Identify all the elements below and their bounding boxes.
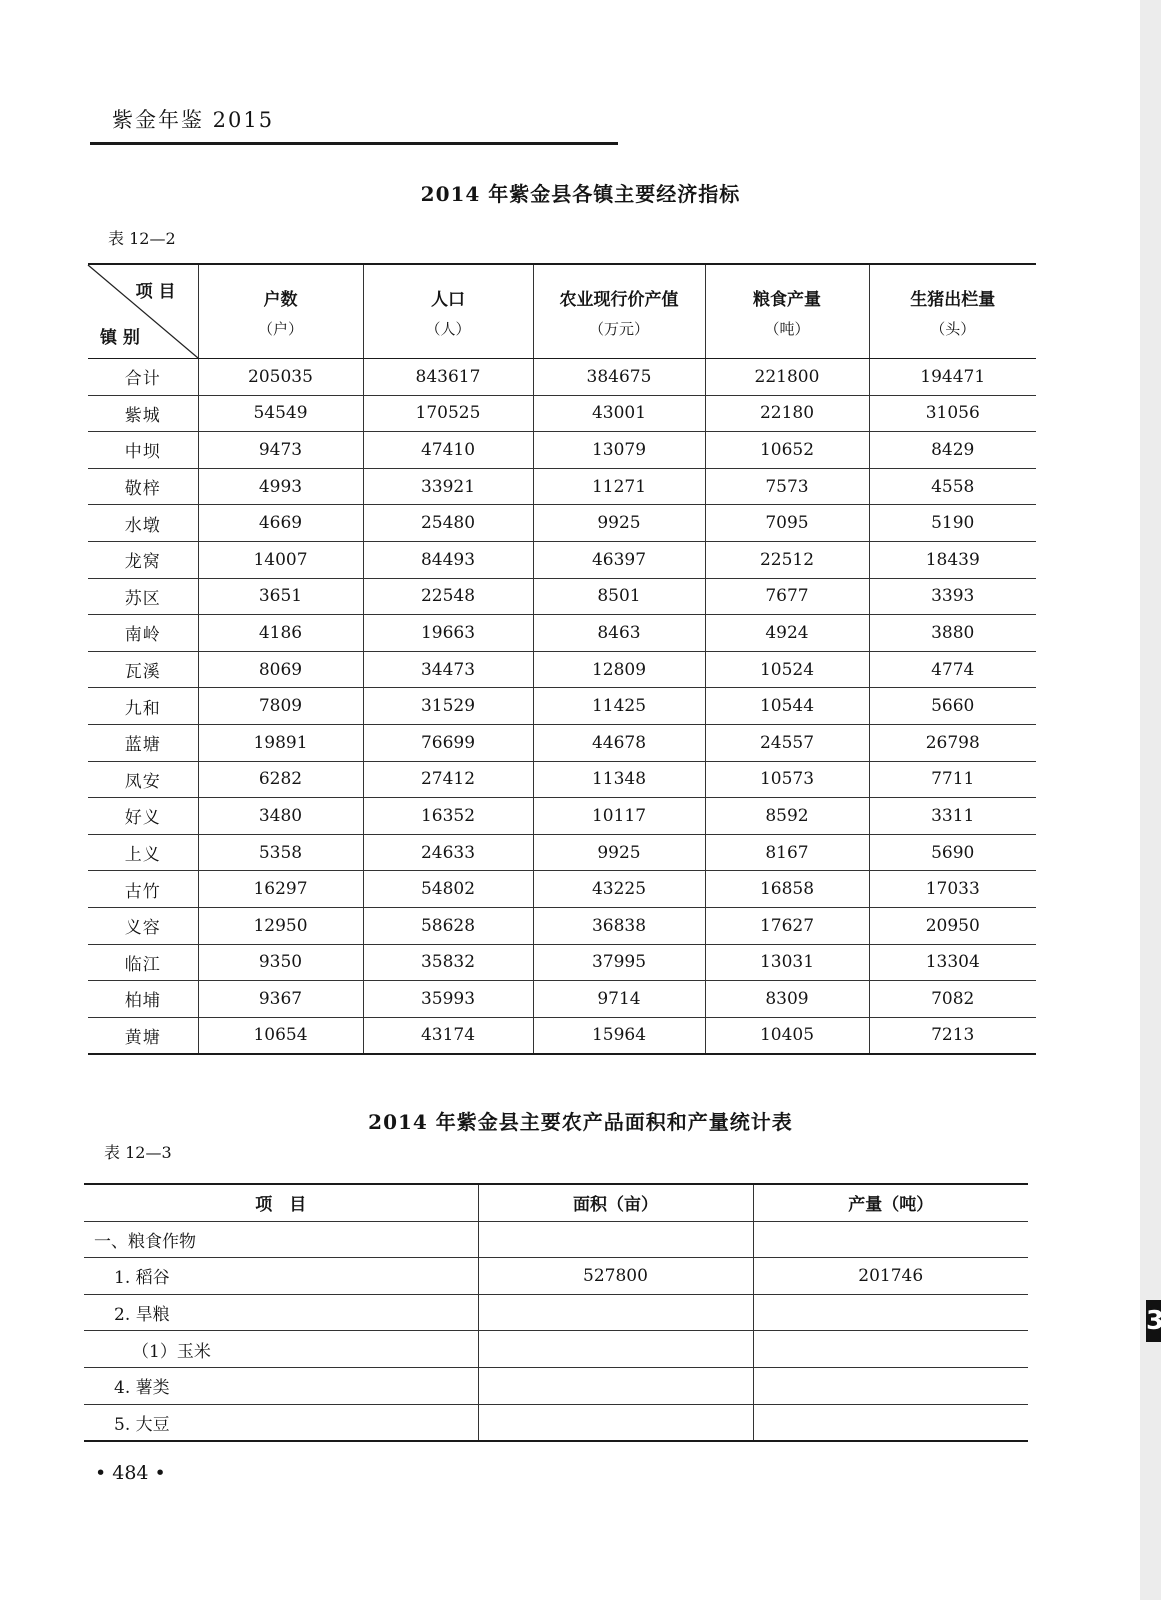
cell-pigs: 7213 — [931, 1025, 975, 1046]
cell-agri-value: 9714 — [533, 981, 705, 1018]
cell-town: 临江 — [88, 944, 198, 981]
table-row — [88, 688, 1036, 725]
table1-header-row — [88, 264, 1036, 359]
table-row — [88, 724, 1036, 761]
cell-agri-value: 11425 — [533, 688, 705, 725]
cell-households: 3480 — [198, 798, 363, 835]
cell-pigs: 18439 — [869, 541, 1036, 578]
cell-pigs: 8429 — [869, 432, 1036, 469]
table-row — [88, 541, 1036, 578]
table-row — [84, 1367, 1028, 1404]
cell-output — [753, 1221, 1028, 1258]
cell-pigs: 5660 — [869, 688, 1036, 725]
cell-pigs: 3880 — [869, 615, 1036, 652]
table2-header-row — [84, 1184, 1028, 1221]
cell-population: 35993 — [363, 981, 533, 1018]
running-title: 紫金年鉴 2015 — [112, 108, 275, 132]
cell-population: 84493 — [363, 541, 533, 578]
cell-pigs: 4558 — [869, 468, 1036, 505]
cell-households: 3651 — [198, 578, 363, 615]
cell-item: 1. 稻谷 — [84, 1258, 478, 1295]
col-header-grain: 粮食产量 （吨） — [705, 264, 869, 359]
table-row — [84, 1331, 1028, 1368]
cell-area — [478, 1367, 753, 1404]
page-number: • 484 • — [95, 1462, 166, 1484]
cell-population: 54802 — [363, 871, 533, 908]
table-row — [88, 432, 1036, 469]
cell-population: 27412 — [363, 761, 533, 798]
table-row — [88, 761, 1036, 798]
cell-pigs: 3311 — [869, 798, 1036, 835]
diag-item-label: 项 目 — [135, 282, 176, 302]
cell-grain: 13031 — [705, 944, 869, 981]
table-row — [88, 798, 1036, 835]
cell-households: 12950 — [198, 907, 363, 944]
cell-households: 9367 — [198, 981, 363, 1018]
table-row — [88, 578, 1036, 615]
cell-agri-value: 46397 — [533, 541, 705, 578]
table-row — [88, 505, 1036, 542]
cell-agri-value: 11348 — [533, 761, 705, 798]
cell-pigs: 20950 — [869, 907, 1036, 944]
cell-households: 6282 — [198, 761, 363, 798]
cell-area — [478, 1294, 753, 1331]
table1-title: 2014 年紫金县各镇主要经济指标 — [420, 182, 741, 206]
cell-agri-value: 8501 — [533, 578, 705, 615]
table-row — [88, 359, 1036, 396]
cell-population: 76699 — [363, 724, 533, 761]
cell-agri-value: 10117 — [533, 798, 705, 835]
page-edge-strip — [1140, 0, 1161, 1600]
cell-households: 7809 — [198, 688, 363, 725]
cell-grain: 10544 — [705, 688, 869, 725]
table-row — [88, 944, 1036, 981]
cell-area — [478, 1221, 753, 1258]
table-row — [84, 1294, 1028, 1331]
table-row — [88, 651, 1036, 688]
cell-town: 中坝 — [88, 432, 198, 469]
cell-town: 九和 — [88, 688, 198, 725]
cell-pigs: 31056 — [869, 395, 1036, 432]
cell-grain: 17627 — [705, 907, 869, 944]
cell-agri-value: 11271 — [533, 468, 705, 505]
table2-number: 表 12—3 — [104, 1143, 172, 1162]
col-header-population: 人口 （人） — [363, 264, 533, 359]
col-header-households: 户数 （户） — [198, 264, 363, 359]
cell-grain: 10652 — [705, 432, 869, 469]
cell-town: 古竹 — [88, 871, 198, 908]
cell-output: 201746 — [753, 1258, 1028, 1295]
cell-population: 43174 — [363, 1017, 533, 1054]
col-header-pigs: 生猪出栏量 （头） — [869, 264, 1036, 359]
cell-town: 柏埔 — [88, 981, 198, 1018]
cell-town: 黄塘 — [88, 1017, 198, 1054]
cell-agri-value: 37995 — [533, 944, 705, 981]
cell-households: 54549 — [198, 395, 363, 432]
cell-households: 9473 — [198, 432, 363, 469]
cell-pigs: 4774 — [869, 651, 1036, 688]
cell-grain: 10405 — [705, 1017, 869, 1054]
crop-area-output-table — [84, 1183, 1028, 1442]
cell-households: 8069 — [198, 651, 363, 688]
cell-grain: 7677 — [705, 578, 869, 615]
cell-grain: 8592 — [705, 798, 869, 835]
cell-pigs: 5190 — [869, 505, 1036, 542]
cell-agri-value: 8463 — [533, 615, 705, 652]
cell-town: 苏区 — [88, 578, 198, 615]
header-rule — [90, 142, 618, 145]
cell-town: 上义 — [88, 834, 198, 871]
cell-households: 205035 — [198, 359, 363, 396]
economic-indicators-table — [88, 263, 1036, 1055]
table-row — [84, 1258, 1028, 1295]
cell-item: 5. 大豆 — [84, 1404, 478, 1441]
cell-households: 9350 — [198, 944, 363, 981]
cell-households: 19891 — [198, 724, 363, 761]
cell-population: 22548 — [363, 578, 533, 615]
cell-population: 31529 — [363, 688, 533, 725]
cell-population: 25480 — [363, 505, 533, 542]
cell-population: 58628 — [363, 907, 533, 944]
cell-town: 义容 — [88, 907, 198, 944]
cell-population: 35832 — [363, 944, 533, 981]
col-header-area: 面积（亩） — [478, 1184, 753, 1221]
cell-town: 凤安 — [88, 761, 198, 798]
cell-town: 紫城 — [88, 395, 198, 432]
diag-town-label: 镇 别 — [100, 328, 140, 348]
cell-agri-value: 44678 — [533, 724, 705, 761]
cell-households: 4186 — [198, 615, 363, 652]
cell-grain: 7573 — [705, 468, 869, 505]
cell-households: 16297 — [198, 871, 363, 908]
cell-population: 47410 — [363, 432, 533, 469]
cell-households: 14007 — [198, 541, 363, 578]
cell-grain: 8167 — [705, 834, 869, 871]
cell-agri-value: 36838 — [533, 907, 705, 944]
cell-pigs: 7082 — [869, 981, 1036, 1018]
cell-town: 好义 — [88, 798, 198, 835]
cell-grain: 10524 — [705, 651, 869, 688]
cell-agri-value: 9925 — [533, 505, 705, 542]
cell-agri-value: 15964 — [533, 1017, 705, 1054]
table-row — [88, 468, 1036, 505]
cell-population: 16352 — [363, 798, 533, 835]
cell-grain: 22512 — [705, 541, 869, 578]
cell-population: 843617 — [363, 359, 533, 396]
cell-output — [753, 1404, 1028, 1441]
diagonal-header-cell — [88, 264, 198, 359]
cell-town: 蓝塘 — [88, 724, 198, 761]
cell-agri-value: 43001 — [533, 395, 705, 432]
cell-population: 19663 — [363, 615, 533, 652]
cell-grain: 8309 — [705, 981, 869, 1018]
table-row — [88, 1017, 1036, 1054]
cell-grain: 16858 — [705, 871, 869, 908]
cell-agri-value: 12809 — [533, 651, 705, 688]
cell-pigs: 194471 — [869, 359, 1036, 396]
cell-grain: 7095 — [705, 505, 869, 542]
table-row — [88, 615, 1036, 652]
cell-grain: 10573 — [705, 761, 869, 798]
cell-households: 5358 — [198, 834, 363, 871]
cell-item: （1）玉米 — [84, 1331, 478, 1368]
cell-pigs: 3393 — [869, 578, 1036, 615]
table-row — [88, 907, 1036, 944]
cell-households: 4669 — [198, 505, 363, 542]
cell-pigs: 5690 — [869, 834, 1036, 871]
table2-title: 2014 年紫金县主要农产品面积和产量统计表 — [368, 1110, 793, 1134]
cell-item: 4. 薯类 — [84, 1367, 478, 1404]
cell-agri-value: 13079 — [533, 432, 705, 469]
cell-output — [753, 1367, 1028, 1404]
cell-population: 170525 — [363, 395, 533, 432]
cell-population: 24633 — [363, 834, 533, 871]
table-row — [88, 981, 1036, 1018]
cell-item: 一、粮食作物 — [84, 1221, 478, 1258]
table1-number: 表 12—2 — [108, 229, 176, 248]
cell-population: 33921 — [363, 468, 533, 505]
cell-area — [478, 1331, 753, 1368]
cell-population: 34473 — [363, 651, 533, 688]
table-row — [84, 1404, 1028, 1441]
cell-grain: 22180 — [705, 395, 869, 432]
cell-grain: 4924 — [705, 615, 869, 652]
cell-town: 龙窝 — [88, 541, 198, 578]
col-header-output: 产量（吨） — [753, 1184, 1028, 1221]
cell-area — [478, 1404, 753, 1441]
cell-town: 南岭 — [88, 615, 198, 652]
table-row — [88, 871, 1036, 908]
cell-town: 瓦溪 — [88, 651, 198, 688]
cell-agri-value: 9925 — [533, 834, 705, 871]
cell-town: 合计 — [88, 359, 198, 396]
cell-output — [753, 1331, 1028, 1368]
cell-grain: 221800 — [705, 359, 869, 396]
cell-pigs: 17033 — [869, 871, 1036, 908]
cell-pigs: 13304 — [869, 944, 1036, 981]
cell-town: 水墩 — [88, 505, 198, 542]
cell-households: 4993 — [198, 468, 363, 505]
cell-grain: 24557 — [705, 724, 869, 761]
cell-area: 527800 — [478, 1258, 753, 1295]
col-header-item: 项 目 — [84, 1184, 478, 1221]
cell-pigs: 7711 — [869, 761, 1036, 798]
table-row — [84, 1221, 1028, 1258]
cell-agri-value: 384675 — [533, 359, 705, 396]
cell-item: 2. 旱粮 — [84, 1294, 478, 1331]
chapter-edge-tab: 3 — [1146, 1300, 1161, 1342]
col-header-agri-value: 农业现行价产值 （万元） — [533, 264, 705, 359]
table-row — [88, 834, 1036, 871]
cell-households: 10654 — [198, 1017, 363, 1054]
cell-pigs: 26798 — [869, 724, 1036, 761]
cell-town: 敬梓 — [88, 468, 198, 505]
table-row — [88, 395, 1036, 432]
cell-agri-value: 43225 — [533, 871, 705, 908]
cell-output — [753, 1294, 1028, 1331]
